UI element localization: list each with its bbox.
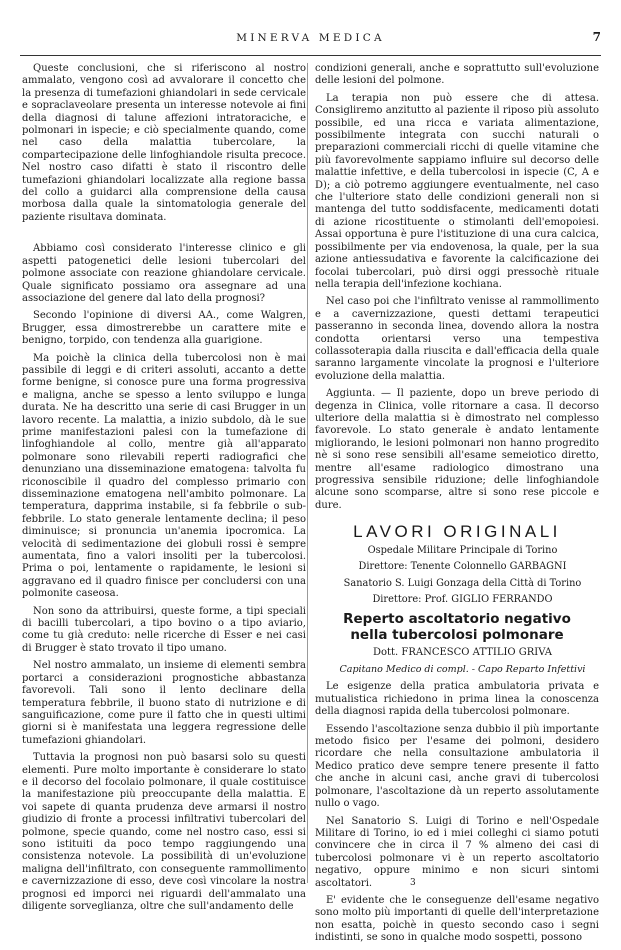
- author-role: Capitano Medico di compl. - Capo Reparto Infettivi: [339, 664, 586, 676]
- paragraph: Ma poichè la clinica della tubercolosi non è mai passibile di leggi e di criteri assoluti, accanto a dette forme benigne, si conosce pure una forma progressiva e maligna, anche se spesso a lento sviluppo e lunga durata. Ne ha descritto una serie di casi Brugger in un lavoro recente. La malattia, a inizio subdolo, dà le sue prime manifestazioni palesi con la tumefazione di linfoghiandole al collo, mentre già all'apparato polmonare sono rilevabili reperti radiografici che denunziano una disseminazione ematogena: talvolta fu riconoscibile il quadro del complesso primario con disseminazione ematogena nell'ambito polmonare. La temperatura, dapprima instabile, si fa febbrile o sub-febbrile. Lo stato generale lentamente declina; il peso diminuisce; si pronuncia un'anemia ipocromica. La velocità di sedimentazione dei globuli rossi è sempre aumentata, fino a valori insoliti per la tubercolosi. Prima o poi, lentamente o rapidamente, le lesioni si aggravano ed il quadro finisce per concludersi con una polmonite caseosa.: [22, 352, 306, 600]
- affiliation-line: Direttore: Prof. GIGLIO FERRANDO: [372, 594, 553, 606]
- paragraph: Queste conclusioni, che si riferiscono al nostro ammalato, vengono così ad avvalorare il concetto che la presenza di tumefazioni ghiandolari in sede cervicale e sopraclaveolare presenta un interesse notevole ai fini della diagnosi di talune affezioni intratoraciche, e polmonari in ispecie; e ciò specialmente quando, come nel caso della malattia tubercolare, la compartecipazione delle linfoghiandole risulta precoce. Nel nostro caso difatti è stato il riscontro delle tumefazioni ghiandolari localizzate alla regione bassa del collo a guidarci alla comprensione della causa morbosa dalla quale la sintomatologia generale del paziente risultava dominata.: [22, 63, 306, 223]
- author-name: Dott. FRANCESCO ATTILIO GRIVA: [372, 646, 553, 658]
- paragraph: Essendo l'ascoltazione senza dubbio il più importante metodo fisico per l'esame dei polmoni, desidero ricordare che nella consultazione ambulatoria il Medico pratico deve sempre tenere presente il fatto che anche in alcuni casi, anche gravi di tubercolosi polmonare, l'ascoltazione dà un reperto assolutamente nullo o vago.: [315, 723, 599, 810]
- left-column: [22, 63, 306, 918]
- section-heading: LAVORI ORIGINALI: [353, 522, 561, 542]
- paragraph: La terapia non può essere che di attesa. Consigliremo anzitutto al paziente il riposo più assoluto possibile, ed una ricca e variata alimentazione, possibilmente integrata con succhi naturali o preparazioni commerciali ricchi di quelle vitamine che più favorevolmente sappiamo influire sul decorso delle malattie infettive, e della tubercolosi in ispecie (C, A e D); a ciò potremo aggiungere eventualmente, nel caso che l'ulteriore stato delle condizioni generali non si mantenga del tutto soddisfacente, medicamenti dotati di azione ricostituente o stimolanti dell'emopoiesi. Assai opportuna è pure l'istituzione di una cura calcica, possibilmente per via endovenosa, la quale, per la sua azione antiessudativa e favorente la calcificazione dei focolai tubercolari, può dirsi oggi pressochè rituale nella terapia dell'infezione kochiana.: [315, 92, 599, 290]
- header-rule: [20, 55, 601, 56]
- paragraph: Abbiamo così considerato l'interesse clinico e gli aspetti patogenetici delle lesioni tubercolari del polmone associate con reazione ghiandolare cervicale. Quale significato possiamo ora assegnare ad una associazione del genere dal lato della prognosi?: [22, 243, 306, 304]
- article-title-line: nella tubercolosi polmonare: [350, 626, 564, 643]
- paragraph: Nel caso poi che l'infiltrato venisse al rammollimento e a cavernizzazione, questi dettami terapeutici passeranno in seconda linea, dovendo allora la nostra condotta orientarsi verso una tempestiva collassoterapia dalla riuscita e dall'efficacia della quale saranno largamente vincolate la prognosi e l'ulteriore evoluzione della malattia.: [315, 296, 599, 382]
- right-column: [315, 63, 599, 950]
- affiliation-line: Direttore: Tenente Colonnello GARBAGNI: [358, 561, 567, 573]
- footer-mark: 3: [410, 878, 416, 888]
- page-number: 7: [592, 30, 601, 44]
- paragraph: condizioni generali, anche e soprattutto sull'evoluzione delle lesioni del polmone.: [315, 63, 599, 87]
- paragraph: Secondo l'opinione di diversi AA., come Walgren, Brugger, essa dimostrerebbe un carattere mite e benigno, torpido, con tendenza alla guarigione.: [22, 310, 306, 347]
- journal-title: MINERVA MEDICA: [236, 32, 385, 44]
- paragraph: Non sono da attribuirsi, queste forme, a tipi speciali di bacilli tubercolari, a tipo bovino o a tipo aviario, come tu già creduto: nelle ricerche di Esser e nei casi di Brugger è stato trovato il tipo umano.: [22, 605, 306, 654]
- column-divider: [307, 63, 308, 883]
- affiliation-line: Ospedale Militare Principale di Torino: [367, 544, 558, 556]
- article-title-line: Reperto ascoltatorio negativo: [343, 610, 571, 627]
- article-title: [315, 611, 599, 643]
- paragraph: Le esigenze della pratica ambulatoria privata e mutualistica richiedono in prima linea la conoscenza della diagnosi rapida della tubercolosi polmonare.: [315, 681, 599, 718]
- paragraph: Nel nostro ammalato, un insieme di elementi sembra portarci a considerazioni prognostiche abbastanza favorevoli. Tali sono il lento declinare della temperatura febbrile, il buono stato di nutrizione e di sanguificazione, come pure il fatto che in questi ultimi giorni si è manifestata una leggera regressione delle tumefazioni ghiandolari.: [22, 660, 306, 746]
- paragraph: E' evidente che le conseguenze dell'esame negativo sono molto più importanti di quelle dell'interpretazione non esatta, poichè in questo secondo caso i segni indistinti, se sono in qualche modo sospetti, possono: [315, 894, 599, 944]
- affiliation-line: Sanatorio S. Luigi Gonzaga della Città di Torino: [343, 577, 582, 589]
- paragraph: Nel Sanatorio S. Luigi di Torino e nell'Ospedale Militare di Torino, io ed i miei colleghi ci siamo potuti convincere che in circa il 7 % almeno dei casi di tubercolosi polmonare vi è un reperto ascoltatorio negativo, oppure minimo e non sicuri sintomi ascoltatori.: [315, 815, 599, 889]
- paragraph: Tuttavia la prognosi non può basarsi solo su questi elementi. Pure molto importante è considerare lo stato e il decorso del focolaio polmonare, il quale costituisce la manifestazione più preoccupante della malattia. E voi sapete di quanta prudenza deve armarsi il nostro giudizio di fronte a processi infiltrativi tubercolari del polmone, specie quando, come nel nostro caso, essi si sono istituiti da poco tempo raggiungendo una consistenza notevole. La possibilità di un'evoluzione maligna dell'infiltrato, con conseguente rammollimento e cavernizzazione di esso, deve così vincolare la nostra prognosi ed imporci nei riguardi dell'ammalato una diligente sorveglianza, oltre che sull'andamento delle: [22, 752, 306, 912]
- running-header: [20, 32, 601, 50]
- paragraph: Aggiunta. — Il paziente, dopo un breve periodo di degenza in Clinica, volle ritornare a casa. Il decorso ulteriore della malattia si è dimostrato nel complesso favorevole. Lo stato generale è andato lentamente migliorando, le lesioni polmonari non hanno progredito nè si sono rese sensibili all'esame semeiotico diretto, mentre all'esame radiologico dimostrano una progressiva sensibile riduzione; delle linfoghiandole alcune sono scomparse, altre si sono rese piccole e dure.: [315, 388, 599, 511]
